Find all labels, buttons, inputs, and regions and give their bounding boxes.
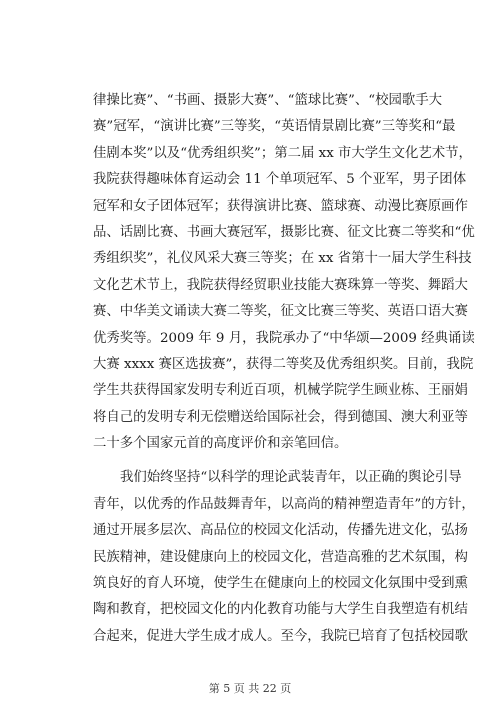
body-text	[93, 88, 475, 650]
paragraph-2-line: 通过开展多层次、高品位的校园文化活动，传播先进文化，弘扬	[93, 523, 468, 539]
paragraph-2-line: 合起来，促进大学生成才成人。至今，我院已培育了包括校园歌	[93, 628, 468, 644]
paragraph-1-line: 二十多个国家元首的高度评价和亲笔回信。	[93, 436, 348, 452]
page-number-footer: 第 5 页 共 22 页	[208, 682, 292, 695]
paragraph-1-line: 学生共获得国家发明专利近百项，机械学院学生顾业栋、王丽娟	[93, 383, 468, 399]
paragraph-1-line: 我院获得趣味体育运动会 11 个单项冠军、5 个亚军，男子团体	[93, 172, 467, 188]
paragraph-1-line: 将自己的发明专利无偿赠送给国际社会，得到德国、澳大利亚等	[93, 409, 468, 425]
paragraph-2-line: 民族精神，建设健康向上的校园文化，营造高雅的艺术氛围，构	[93, 549, 468, 565]
paragraph-2-line: 陶和教育，把校园文化的内化教育功能与大学生自我塑造有机结	[93, 602, 468, 618]
paragraph-1-line: 冠军和女子团体冠军；获得演讲比赛、篮球赛、动漫比赛原画作	[93, 198, 468, 214]
paragraph-1-line: 佳剧本奖”以及“优秀组织奖”；第二届 xx 市大学生文化艺术节，	[93, 145, 472, 161]
paragraph-spacer	[93, 457, 419, 465]
paragraph-1-line: 秀组织奖”，礼仪风采大赛三等奖；在 xx 省第十一届大学生科技	[93, 251, 472, 267]
paragraph-1-line: 优秀奖等。2009 年 9 月，我院承办了“中华颂—2009 经典诵读	[93, 330, 475, 346]
paragraph-2-line: 青年，以优秀的作品鼓舞青年，以高尚的精神塑造青年”的方针，	[93, 496, 475, 512]
paragraph-2-line: 筑良好的育人环境，使学生在健康向上的校园文化氛围中受到熏	[93, 576, 468, 592]
paragraph-1-line: 品、话剧比赛、书画大赛冠军，摄影比赛、征文比赛二等奖和“优	[93, 224, 475, 240]
paragraph-1-line: 赛、中华美文诵读大赛二等奖，征文比赛三等奖、英语口语大赛	[93, 304, 468, 320]
paragraph-2-line: 我们始终坚持“以科学的理论武装青年，以正确的舆论引导	[120, 470, 462, 486]
paragraph-1-line: 文化艺术节上，我院获得经贸职业技能大赛珠算一等奖、舞蹈大	[93, 277, 468, 293]
paragraph-1-line: 大赛 xxxx 赛区选拔赛”，获得二等奖及优秀组织奖。目前，我院	[93, 356, 474, 372]
paragraph-1-line: 律操比赛”、“书画、摄影大赛”、“篮球比赛”、“校园歌手大	[93, 93, 443, 108]
paragraph-1-line: 赛”冠军，“演讲比赛”三等奖，“英语情景剧比赛”三等奖和“最	[93, 119, 456, 135]
